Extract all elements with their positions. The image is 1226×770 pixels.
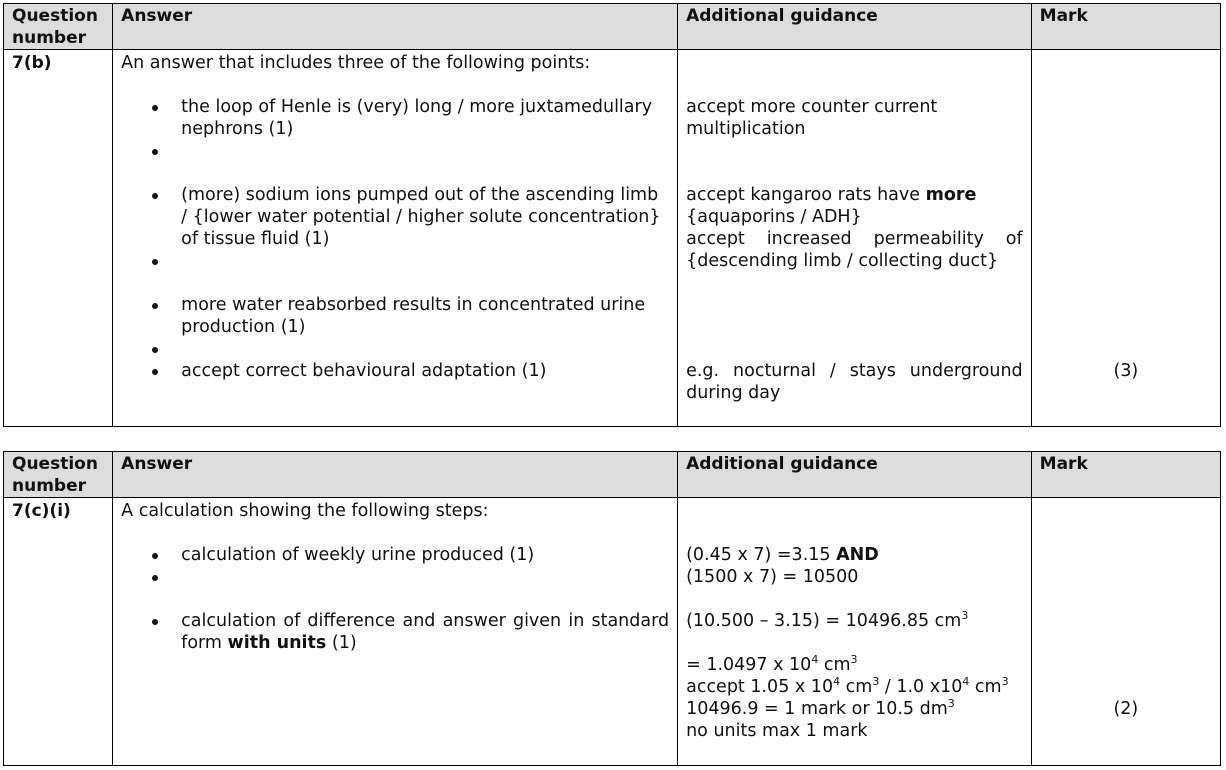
question-number-cell — [4, 498, 113, 766]
question-number-cell — [4, 50, 113, 427]
answer-point: the loop of Henle is (very) long / more juxtamedullary nephrons (1) — [181, 96, 669, 140]
question-number: 7(b) — [12, 53, 52, 73]
header-guidance: Additional guidance — [678, 452, 1032, 498]
answer-intro: An answer that includes three of the following points: — [121, 53, 591, 73]
guidance-text: = 1.0497 x $10^4$ $cm^3$ — [686, 653, 858, 675]
answer-intro: A calculation showing the following steps: — [121, 501, 489, 521]
mark-cell — [1031, 50, 1220, 427]
guidance-cell — [678, 498, 1032, 766]
mark-value: (2) — [1113, 699, 1139, 719]
answer-point: calculation of difference and answer given in standard form with units (1) — [181, 611, 670, 653]
mark-value: (3) — [1113, 361, 1139, 381]
header-mark: Mark — [1031, 452, 1220, 498]
table-header-row — [4, 452, 1221, 498]
answer-point: calculation of weekly urine produced (1) — [181, 544, 669, 566]
answer-points — [121, 544, 669, 654]
guidance-text: e.g. nocturnal / stays underground during day — [686, 361, 1023, 403]
answer-point: (more) sodium ions pumped out of the ascending limb / {lower water potential / higher solute concentration} of tissue fluid (1) — [181, 184, 669, 250]
mark-scheme-table-7ci — [3, 451, 1221, 766]
answer-point: more water reabsorbed results in concentrated urine production (1) — [181, 294, 669, 338]
guidance-text: accept more counter current multiplication — [686, 97, 938, 139]
guidance-text: accept increased permeability of {descending limb / collecting duct} — [686, 229, 1023, 271]
answer-points — [121, 96, 669, 382]
header-guidance: Additional guidance — [678, 4, 1032, 50]
guidance-cell — [678, 50, 1032, 427]
question-number: 7(c)(i) — [12, 501, 71, 521]
header-question-number: Question number — [4, 4, 113, 50]
table-row — [4, 50, 1221, 427]
header-mark: Mark — [1031, 4, 1220, 50]
answer-cell — [113, 498, 678, 766]
header-answer: Answer — [113, 452, 678, 498]
guidance-text: (1500 x 7) = 10500 — [686, 567, 859, 587]
table-row — [4, 498, 1221, 766]
guidance-text: 10496.9 = 1 mark or 10.5 $dm^3$ — [686, 697, 955, 719]
answer-cell — [113, 50, 678, 427]
answer-point: accept correct behavioural adaptation (1) — [181, 360, 669, 382]
header-question-number: Question number — [4, 452, 113, 498]
guidance-text: (10.500 – 3.15) = 10496.85 $cm^3$ — [686, 609, 969, 631]
guidance-text: accept 1.05 x $10^4$ $cm^3 / 1.0$ $x10^4$ $cm^3$ — [686, 675, 1009, 697]
mark-cell — [1031, 498, 1220, 766]
guidance-text: no units max 1 mark — [686, 721, 868, 741]
guidance-text: accept kangaroo rats have more {aquaporins / ADH} — [686, 185, 977, 227]
table-header-row — [4, 4, 1221, 50]
header-answer: Answer — [113, 4, 678, 50]
guidance-text: (0.45 x 7) =3.15 AND — [686, 545, 879, 565]
mark-scheme-table-7b — [3, 3, 1221, 427]
